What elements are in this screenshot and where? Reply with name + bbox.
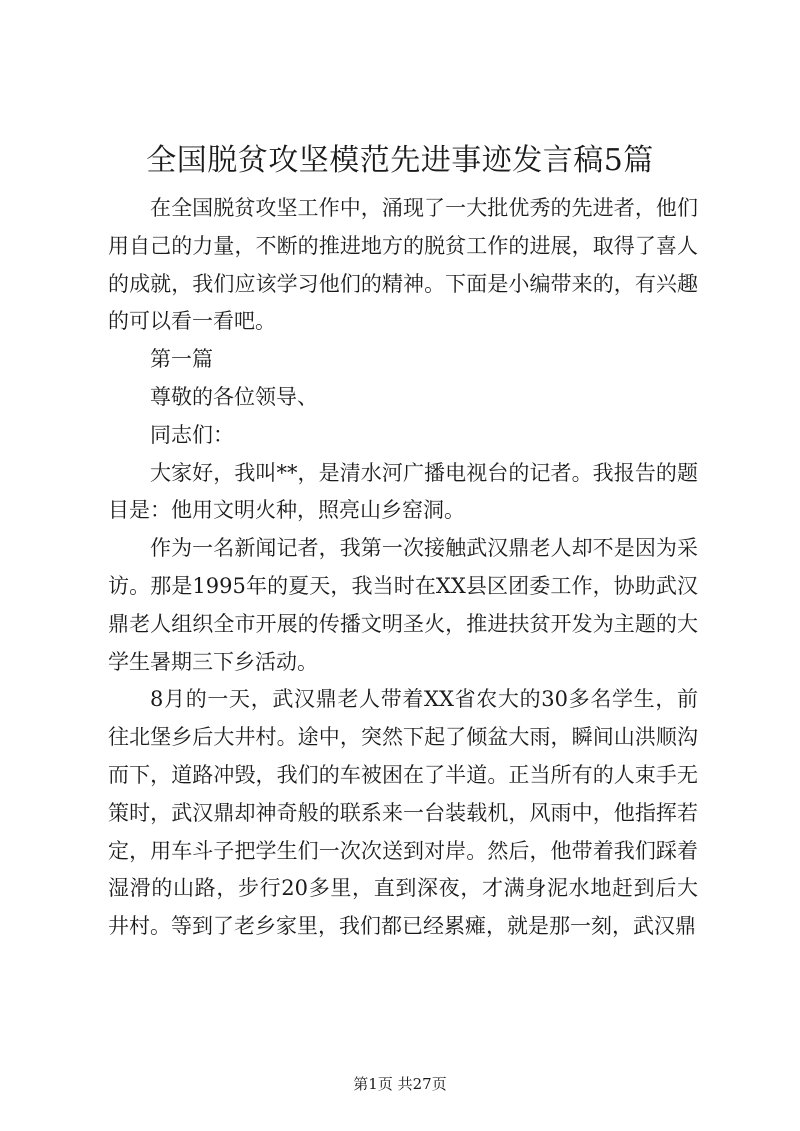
- paragraph-background: 作为一名新闻记者，我第一次接触武汉鼎老人却不是因为采访。那是1995年的夏天，我当时在XX县区团委工作，协助武汉鼎老人组织全市开展的传播文明圣火，推进扶贫开发为主题的大学生暑期三下乡活动。: [108, 536, 698, 674]
- paragraph-intro: 在全国脱贫攻坚工作中，涌现了一大批优秀的先进者，他们用自己的力量，不断的推进地方的脱贫工作的进展，取得了喜人的成就，我们应该学习他们的精神。下面是小编带来的，有兴趣的可以看一看吧。: [108, 196, 698, 334]
- paragraph-salutation-comrades: 同志们：: [150, 422, 234, 447]
- document-title: 全国脱贫攻坚模范先进事迹发言稿5篇: [146, 143, 654, 178]
- document-body: [108, 190, 698, 946]
- paragraph-story: 8月的一天，武汉鼎老人带着XX省农大的30多名学生，前往北堡乡后大井村。途中，突然下起了倾盆大雨，瞬间山洪顺沟而下，道路冲毁，我们的车被困在了半道。正当所有的人束手无策时，武汉鼎却神奇般的联系来一台装载机，风雨中，他指挥若定，用车斗子把学生们一次次送到对岸。然后，他带着我们踩着湿滑的山路，步行20多里，直到深夜，才满身泥水地赶到后大井村。等到了老乡家里，我们都已经累瘫，就是那一刻，武汉鼎: [108, 687, 698, 939]
- paragraph-section-heading: 第一篇: [150, 347, 213, 372]
- paragraph-greeting: 大家好，我叫**，是清水河广播电视台的记者。我报告的题目是：他用文明火种，照亮山乡窑洞。: [108, 460, 698, 523]
- paragraph-salutation-leaders: 尊敬的各位领导、: [150, 384, 318, 409]
- page-footer: 第1页 共27页: [353, 1075, 447, 1093]
